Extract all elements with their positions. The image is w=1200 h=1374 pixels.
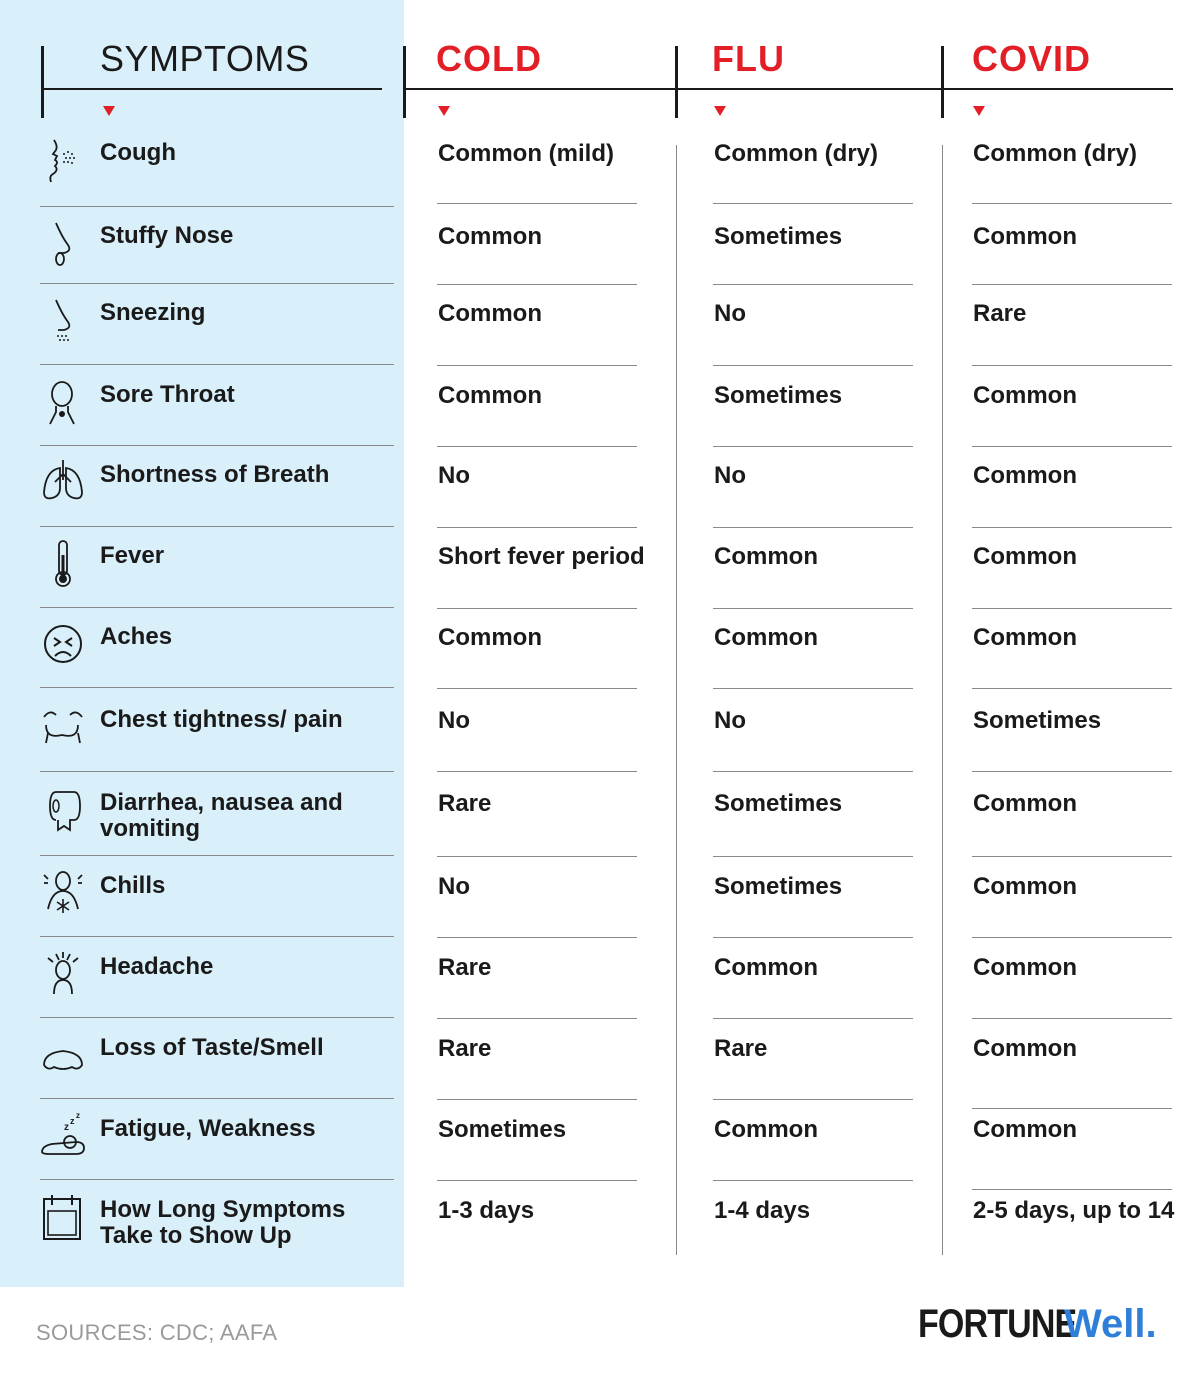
column-divider-covid (942, 145, 943, 1255)
covid-value: Common (dry) (973, 140, 1137, 167)
stuffy-nose-icon (40, 219, 86, 269)
headache-icon (40, 950, 86, 1000)
covid-value: Common (973, 873, 1077, 900)
row-separator (40, 687, 394, 688)
row-separator (437, 771, 637, 772)
row-separator (40, 855, 394, 856)
header-covid: COVID (972, 38, 1092, 79)
row-separator (972, 771, 1172, 772)
header-bar-symptoms (41, 46, 44, 118)
flu-value: 1-4 days (714, 1197, 811, 1224)
row-separator (437, 1018, 637, 1019)
covid-value: Rare (973, 300, 1027, 327)
row-separator (713, 446, 913, 447)
header-bar-flu (675, 46, 678, 118)
row-separator (972, 284, 1172, 285)
sources-note: SOURCES: CDC; AAFA (36, 1320, 278, 1345)
row-separator (40, 1098, 394, 1099)
row-separator (972, 937, 1172, 938)
fortune-well-logo (918, 1302, 1157, 1347)
symptom-label: Fatigue, Weakness (100, 1115, 316, 1142)
row-separator (713, 1099, 913, 1100)
cold-value: Sometimes (438, 1116, 567, 1143)
cold-value: Short fever period (438, 543, 645, 570)
symptom-label: Chills (100, 872, 166, 899)
cold-value: Common (438, 223, 542, 250)
nose-smell-icon (40, 1031, 86, 1081)
row-separator (40, 1017, 394, 1018)
flu-value: Sometimes (714, 382, 843, 409)
row-separator (40, 771, 394, 772)
cold-value: Common (438, 624, 542, 651)
flu-value: Common (dry) (714, 140, 878, 167)
symptom-label: Loss of Taste/Smell (100, 1034, 324, 1061)
header-flu: FLU (712, 38, 785, 79)
toilet-paper-icon (40, 786, 86, 836)
symptom-label: Diarrhea, nausea and vomiting (100, 789, 343, 842)
cold-value: Rare (438, 1035, 492, 1062)
cold-value: No (438, 873, 470, 900)
row-separator (713, 284, 913, 285)
chills-icon (40, 869, 86, 919)
row-separator (40, 283, 394, 284)
symptom-label: Sore Throat (100, 381, 235, 408)
row-separator (972, 1189, 1172, 1190)
flu-value: No (714, 707, 746, 734)
row-separator (437, 365, 637, 366)
row-separator (713, 688, 913, 689)
row-separator (40, 445, 394, 446)
row-separator (40, 206, 394, 207)
header-bar-cold (403, 46, 406, 118)
row-separator (437, 1099, 637, 1100)
symptom-label: Headache (100, 953, 214, 980)
row-separator (713, 203, 913, 204)
row-separator (972, 203, 1172, 204)
triangle-marker-covid (973, 106, 985, 116)
covid-value: 2-5 days, up to 14 (973, 1197, 1175, 1224)
sore-throat-icon (40, 378, 86, 428)
symptom-label: Sneezing (100, 299, 206, 326)
row-separator (972, 1108, 1172, 1109)
row-separator (40, 526, 394, 527)
covid-value: Common (973, 462, 1077, 489)
cold-value: Common (mild) (438, 140, 614, 167)
covid-value: Sometimes (973, 707, 1102, 734)
row-separator (437, 608, 637, 609)
row-separator (972, 608, 1172, 609)
header-cold: COLD (436, 38, 542, 79)
covid-value: Common (973, 954, 1077, 981)
cold-value: 1-3 days (438, 1197, 535, 1224)
triangle-marker-flu (714, 106, 726, 116)
cough-icon (40, 136, 86, 186)
flu-value: Rare (714, 1035, 768, 1062)
covid-value: Common (973, 543, 1077, 570)
chest-icon (40, 703, 86, 753)
flu-value: Sometimes (714, 790, 843, 817)
svg-text:z: z (76, 1111, 80, 1120)
cold-value: Rare (438, 954, 492, 981)
row-separator (713, 771, 913, 772)
cold-value: Common (438, 382, 542, 409)
cold-value: No (438, 707, 470, 734)
row-separator (437, 1180, 637, 1181)
symptom-label: Chest tightness/ pain (100, 706, 343, 733)
triangle-marker-symptoms (103, 106, 115, 116)
row-separator (972, 446, 1172, 447)
row-separator (972, 856, 1172, 857)
row-separator (437, 446, 637, 447)
covid-value: Common (973, 223, 1077, 250)
flu-value: Common (714, 543, 818, 570)
symptom-label: Cough (100, 139, 176, 166)
cold-value: Rare (438, 790, 492, 817)
symptom-label: Stuffy Nose (100, 222, 234, 249)
thermometer-icon (40, 539, 86, 589)
lungs-icon (40, 458, 86, 508)
calendar-icon (40, 1193, 86, 1243)
triangle-marker-cold (438, 106, 450, 116)
row-separator (713, 937, 913, 938)
header-rule-symptoms (41, 88, 382, 90)
column-divider-flu (676, 145, 677, 1255)
row-separator (972, 365, 1172, 366)
row-separator (437, 527, 637, 528)
row-separator (437, 937, 637, 938)
sneezing-icon (40, 296, 86, 346)
row-separator (437, 688, 637, 689)
header-symptoms: SYMPTOMS (100, 38, 310, 79)
row-separator (40, 364, 394, 365)
row-separator (40, 936, 394, 937)
row-separator (437, 203, 637, 204)
covid-value: Common (973, 1035, 1077, 1062)
symptom-label: How Long Symptoms Take to Show Up (100, 1196, 346, 1249)
row-separator (40, 1179, 394, 1180)
flu-value: Common (714, 624, 818, 651)
row-separator (972, 527, 1172, 528)
covid-value: Common (973, 1116, 1077, 1143)
symptom-label: Aches (100, 623, 173, 650)
row-separator (713, 527, 913, 528)
covid-value: Common (973, 382, 1077, 409)
flu-value: Sometimes (714, 223, 843, 250)
aches-face-icon (40, 620, 86, 670)
flu-value: No (714, 300, 746, 327)
row-separator (713, 856, 913, 857)
covid-value: Common (973, 624, 1077, 651)
flu-value: Sometimes (714, 873, 843, 900)
flu-value: No (714, 462, 746, 489)
row-separator (713, 1018, 913, 1019)
row-separator (40, 607, 394, 608)
header-bar-covid (941, 46, 944, 118)
row-separator (713, 365, 913, 366)
row-separator (972, 688, 1172, 689)
cold-value: Common (438, 300, 542, 327)
logo-fortune: FORTUNE (918, 1302, 1077, 1346)
flu-value: Common (714, 954, 818, 981)
row-separator (437, 284, 637, 285)
svg-text:z: z (70, 1116, 75, 1126)
row-separator (713, 1180, 913, 1181)
symptom-label: Fever (100, 542, 165, 569)
row-separator (437, 856, 637, 857)
cold-value: No (438, 462, 470, 489)
flu-value: Common (714, 1116, 818, 1143)
logo-well: Well. (1064, 1302, 1157, 1346)
row-separator (972, 1018, 1172, 1019)
header-rule-columns (403, 88, 1173, 90)
sleeping-icon (40, 1112, 86, 1162)
symptom-label: Shortness of Breath (100, 461, 330, 488)
svg-text:z: z (64, 1122, 69, 1133)
covid-value: Common (973, 790, 1077, 817)
row-separator (713, 608, 913, 609)
